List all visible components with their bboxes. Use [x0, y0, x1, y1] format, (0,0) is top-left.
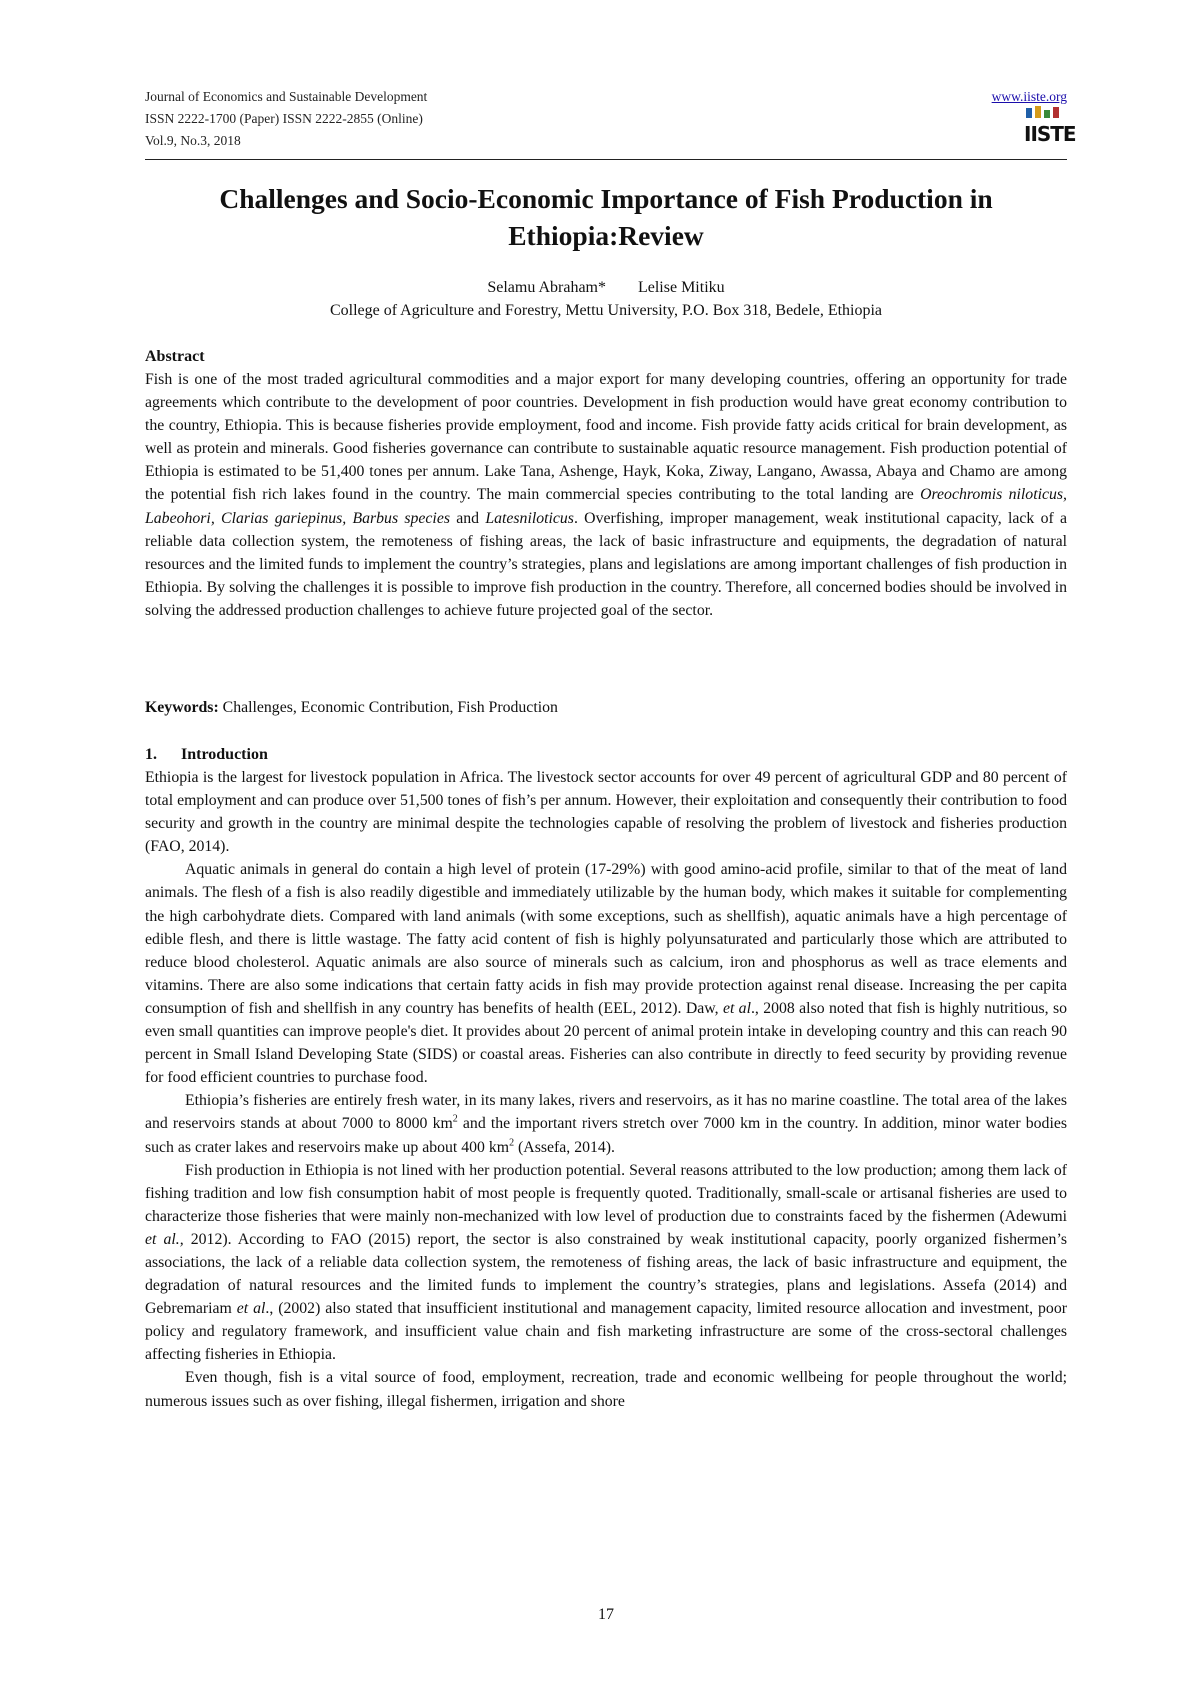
keywords-label: Keywords:	[145, 699, 219, 716]
paragraph: Ethiopia’s fisheries are entirely fresh water, in its many lakes, rivers and reservoirs, as it has no marine coastline. The total area of the lakes and reservoirs stands at about 7000 to 8000 $km^2$ and the important rivers stretch over 7000 km in the country. In addition, minor water bodies such as crater lakes and reservoirs make up about 400 $km^2$ (Assefa, 2014).	[145, 1092, 1067, 1156]
journal-url-link[interactable]: www.iiste.org	[991, 89, 1067, 104]
section-heading	[145, 743, 268, 766]
paper-title: Challenges and Socio-Economic Importance of Fish Production in Ethiopia:Review	[219, 183, 993, 251]
author-name: Selamu Abraham*	[487, 279, 606, 296]
journal-header	[145, 86, 705, 152]
journal-issn: ISSN 2222-1700 (Paper) ISSN 2222-2855 (Online)	[145, 111, 423, 126]
header-divider	[145, 159, 1067, 160]
paragraph: Fish production in Ethiopia is not lined with her production potential. Several reasons attributed to the low production; among them lack of fishing tradition and low fish consumption habit of most people is frequently quoted. Traditionally, small-scale or artisanal fisheries are used to characterize those fisheries that were mainly non-mechanized with low level of production due to constraints faced by the fishermen (Adewumi et al., 2012). According to FAO (2015) report, the sector is also constrained by weak institutional capacity, poorly organized fishermen’s associations, the lack of a reliable data collection system, the remoteness of fishing areas, the lack of basic infrastructure and equipment, the degradation of natural resources and the limited funds to implement the country’s strategies, plans and legislations. Assefa (2014) and Gebremariam et al., (2002) also stated that insufficient institutional and management capacity, limited resource allocation and investment, poor policy and regulatory framework, and insufficient value chain and fish marketing infrastructure are some of the cross-sectoral challenges affecting fisheries in Ethiopia.	[145, 1161, 1067, 1364]
journal-name: Journal of Economics and Sustainable Development	[145, 89, 428, 104]
author-name: Lelise Mitiku	[637, 279, 725, 296]
journal-volume: Vol.9, No.3, 2018	[145, 133, 241, 148]
paragraph: Even though, fish is a vital source of food, employment, recreation, trade and economic wellbeing for people throughout the world; numerous issues such as over fishing, illegal fishermen, irrigation and shore	[145, 1369, 1067, 1410]
logo-text: IISTE	[1024, 122, 1076, 146]
author-list	[145, 276, 1067, 299]
author-affiliation: College of Agriculture and Forestry, Mettu University, P.O. Box 318, Bedele, Ethiopia	[329, 302, 883, 319]
introduction-body	[145, 766, 1067, 1413]
section-number: 1.	[145, 746, 157, 763]
section-title: Introduction	[181, 746, 268, 763]
paragraph: Aquatic animals in general do contain a high level of protein (17-29%) with good amino-acid profile, similar to that of the meat of land animals. The flesh of a fish is also readily digestible and immediately utilizable by the human body, which makes it suitable for complementing the high carbohydrate diets. Compared with land animals (with some exceptions, such as shellfish), aquatic animals have a high percentage of edible flesh, and there is little wastage. The fatty acid content of fish is highly polyunsaturated and particularly those which are attributed to reduce blood cholesterol. Aquatic animals are also source of minerals such as calcium, iron and phosphorus as well as trace elements and vitamins. There are also some indications that certain fatty acids in fish may provide protection against renal disease. Increasing the per capita consumption of fish and shellfish in any country has benefits of health (EEL, 2012). Daw, et al., 2008 also noted that fish is highly nutritious, so even small quantities can improve people's diet. It provides about 20 percent of animal protein intake in developing country and this can reach 90 percent in Small Island Developing State (SIDS) or coastal areas. Fisheries can also contribute in directly to feed security by providing revenue for food efficient countries to purchase food.	[145, 861, 1068, 1087]
iiste-logo	[1024, 106, 1076, 150]
abstract-heading: Abstract	[145, 348, 205, 365]
keywords-line	[145, 696, 1067, 719]
logo-bars-icon	[1026, 106, 1066, 118]
page-number: 17	[598, 1606, 614, 1623]
keywords-list: Challenges, Economic Contribution, Fish Production	[218, 699, 558, 716]
paragraph: Ethiopia is the largest for livestock population in Africa. The livestock sector accounts for over 49 percent of agricultural GDP and 80 percent of total employment and can produce over 51,500 tones of fish’s per annum. However, their exploitation and consequently their contribution to food security and growth in the country are minimal despite the technologies capable of resolving the problem of livestock and fisheries production (FAO, 2014).	[145, 769, 1067, 856]
abstract-text: Fish is one of the most traded agricultural commodities and a major export for many developing countries, offering an opportunity for trade agreements which contribute to the development of poor countries. Development in fish production would have great economy contribution to the country, Ethiopia. This is because fisheries provide employment, food and income. Fish provide fatty acids critical for brain development, as well as protein and minerals. Good fisheries governance can contribute to sustainable aquatic resource management. Fish production potential of Ethiopia is estimated to be 51,400 tones per annum. Lake Tana, Ashenge, Hayk, Koka, Ziway, Langano, Awassa, Abaya and Chamo are among the potential fish rich lakes found in the country. The main commercial species contributing to the total landing are Oreochromis niloticus, Labeohori, Clarias gariepinus, Barbus species and Latesniloticus. Overfishing, improper management, weak institutional capacity, lack of a reliable data collection system, the remoteness of fishing areas, the lack of basic infrastructure and equipments, the degradation of natural resources and the limited funds to implement the country’s strategies, plans and legislations are among important challenges of fish production in Ethiopia. By solving the challenges it is possible to improve fish production in the country. Therefore, all concerned bodies should be involved in solving the addressed production challenges to achieve future projected goal of the sector.	[145, 371, 1067, 619]
